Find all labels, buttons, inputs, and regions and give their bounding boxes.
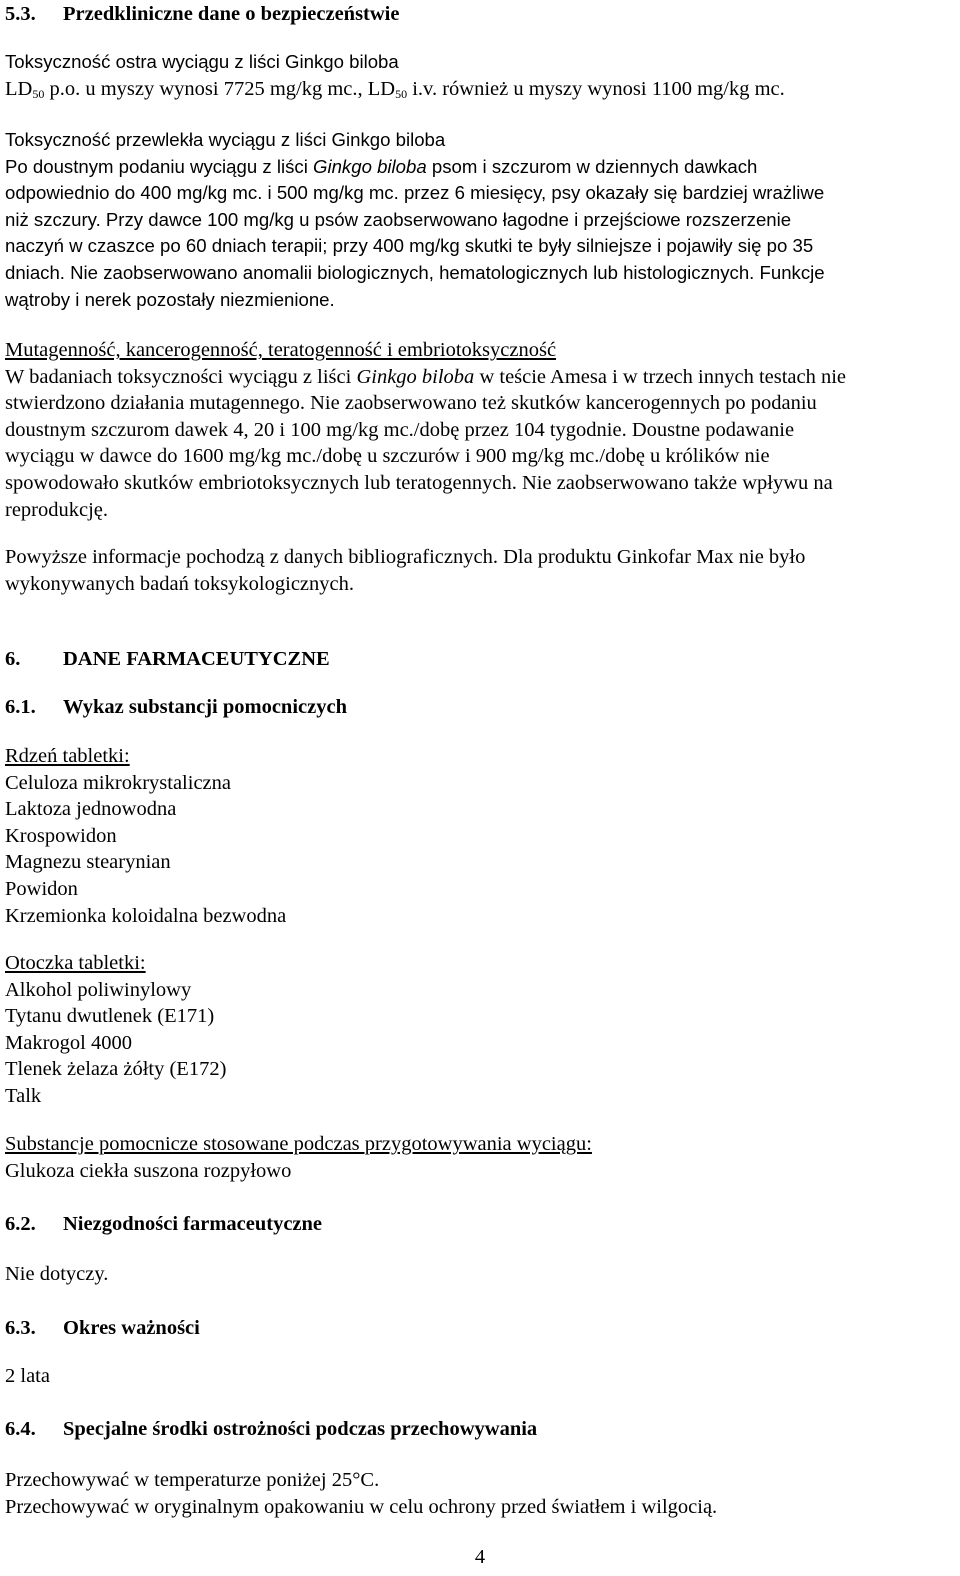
text-part: w teście Amesa i w trzech innych testach nie <box>474 365 847 388</box>
section-6-2-heading <box>5 1211 322 1238</box>
acute-text-part: i.v. również u myszy wynosi 1100 mg/kg mc. <box>407 77 785 100</box>
section-6-4-heading <box>5 1416 537 1443</box>
italic-species: Ginkgo biloba <box>313 155 427 177</box>
excipient-item: Glukoza ciekła suszona rozpyłowo <box>5 1159 292 1182</box>
mutagenicity-text-line: stwierdzono działania mutagennego. Nie zaobserwowano też skutków kancerogennych po podaniu <box>5 392 817 415</box>
section-number: 5.3. <box>5 3 36 25</box>
section-title: Specjalne środki ostrożności podczas przechowywania <box>63 1418 538 1440</box>
page-number: 4 <box>474 1546 486 1568</box>
bibliography-note <box>5 544 805 597</box>
section-number: 6.4. <box>5 1418 36 1440</box>
excipient-item: Tlenek żelaza żółty (E172) <box>5 1058 227 1081</box>
text-part: Po doustnym podaniu wyciągu z liści <box>5 155 313 177</box>
excipient-item: Magnezu stearynian <box>5 851 171 874</box>
section-title: Przedkliniczne dane o bezpieczeństwie <box>63 3 400 25</box>
mutagenicity-block <box>5 337 846 523</box>
section-number: 6. <box>5 648 21 670</box>
ld-subscript: 50 <box>32 86 45 101</box>
chronic-text-line: wątroby i nerek pozostały niezmienione. <box>5 288 335 310</box>
text-part: W badaniach toksyczności wyciągu z liści <box>5 365 357 388</box>
section-5-3-heading <box>5 1 399 28</box>
mutagenicity-heading: Mutagenność, kancerogenność, teratogenność i embriotoksyczność <box>5 339 557 361</box>
acute-toxicity-heading: Toksyczność ostra wyciągu z liści Ginkgo biloba <box>5 51 399 72</box>
extract-excipients-heading: Substancje pomocnicze stosowane podczas przygotowywania wyciągu: <box>5 1133 592 1155</box>
section-6-3-heading <box>5 1315 200 1342</box>
chronic-toxicity-heading: Toksyczność przewlekła wyciągu z liści Ginkgo biloba <box>5 129 446 150</box>
acute-toxicity-text <box>5 76 785 103</box>
excipient-item: Alkohol poliwinylowy <box>5 978 192 1001</box>
excipient-item: Krzemionka koloidalna bezwodna <box>5 904 287 927</box>
section-number: 6.1. <box>5 696 36 718</box>
section-6-2-text: Nie dotyczy. <box>5 1263 109 1285</box>
chronic-text-line: niż szczury. Przy dawce 100 mg/kg u psów zaobserwowano łagodne i przejściowe rozszerzenie <box>5 208 792 230</box>
ld-label: LD <box>5 77 33 100</box>
mutagenicity-text-line: spowodowało skutków embriotoksycznych lub teratogennych. Nie zaobserwowano także wpływu na <box>5 471 833 494</box>
ld-subscript: 50 <box>395 86 408 101</box>
chronic-text-line: dniach. Nie zaobserwowano anomalii biologicznych, hematologicznych lub histologicznych. Funkcje <box>5 261 825 283</box>
tablet-core-heading: Rdzeń tabletki: <box>5 745 130 767</box>
mutagenicity-text-line <box>5 364 846 391</box>
excipient-item: Tytanu dwutlenek (E171) <box>5 1005 215 1028</box>
section-title: Okres ważności <box>63 1317 200 1339</box>
storage-line: Przechowywać w oryginalnym opakowaniu w celu ochrony przed światłem i wilgocią. <box>5 1495 718 1518</box>
text-part: psom i szczurom w dziennych dawkach <box>426 155 758 177</box>
chronic-toxicity-block <box>5 127 825 313</box>
mutagenicity-text-line: reprodukcję. <box>5 498 109 521</box>
excipient-item: Powidon <box>5 877 78 900</box>
excipient-item: Laktoza jednowodna <box>5 798 177 821</box>
tablet-core-block <box>5 743 286 929</box>
acute-text-part: p.o. u myszy wynosi 7725 mg/kg mc., LD <box>44 77 396 100</box>
storage-text <box>5 1467 717 1520</box>
tablet-coating-block <box>5 950 226 1110</box>
storage-line: Przechowywać w temperaturze poniżej 25°C. <box>5 1469 380 1491</box>
chronic-text-line: odpowiednio do 400 mg/kg mc. i 500 mg/kg mc. przez 6 miesięcy, psy okazały się bardziej wrażliwe <box>5 182 825 204</box>
excipient-item: Celuloza mikrokrystaliczna <box>5 771 231 794</box>
section-6-heading <box>5 646 330 673</box>
extract-excipients-block <box>5 1131 592 1184</box>
chronic-text-line: naczyń w czaszce po 60 dniach terapii; przy 400 mg/kg skutki te były silniejsze i pojawiły się po 35 <box>5 235 814 257</box>
section-title: Niezgodności farmaceutyczne <box>63 1213 323 1235</box>
section-title: Wykaz substancji pomocniczych <box>63 696 347 718</box>
chronic-text-line <box>5 154 825 181</box>
excipient-item: Krospowidon <box>5 824 117 847</box>
section-6-3-text: 2 lata <box>5 1365 50 1387</box>
excipient-item: Makrogol 4000 <box>5 1031 132 1054</box>
mutagenicity-text-line: doustnym szczurom dawek 4, 20 i 100 mg/kg mc./dobę przez 104 tygodnie. Doustne podawanie <box>5 418 795 441</box>
note-line: wykonywanych badań toksykologicznych. <box>5 572 354 595</box>
italic-species: Ginkgo biloba <box>356 365 475 388</box>
section-title: DANE FARMACEUTYCZNE <box>63 648 330 670</box>
excipient-item: Talk <box>5 1084 42 1107</box>
mutagenicity-text-line: wyciągu w dawce do 1600 mg/kg mc./dobę u szczurów i 900 mg/kg mc./dobę u królików nie <box>5 445 770 468</box>
section-number: 6.2. <box>5 1213 36 1235</box>
tablet-coating-heading: Otoczka tabletki: <box>5 952 146 974</box>
section-6-1-heading <box>5 694 347 721</box>
note-line: Powyższe informacje pochodzą z danych bibliograficznych. Dla produktu Ginkofar Max nie było <box>5 546 806 568</box>
acute-toxicity-block <box>5 49 785 102</box>
section-number: 6.3. <box>5 1317 36 1339</box>
